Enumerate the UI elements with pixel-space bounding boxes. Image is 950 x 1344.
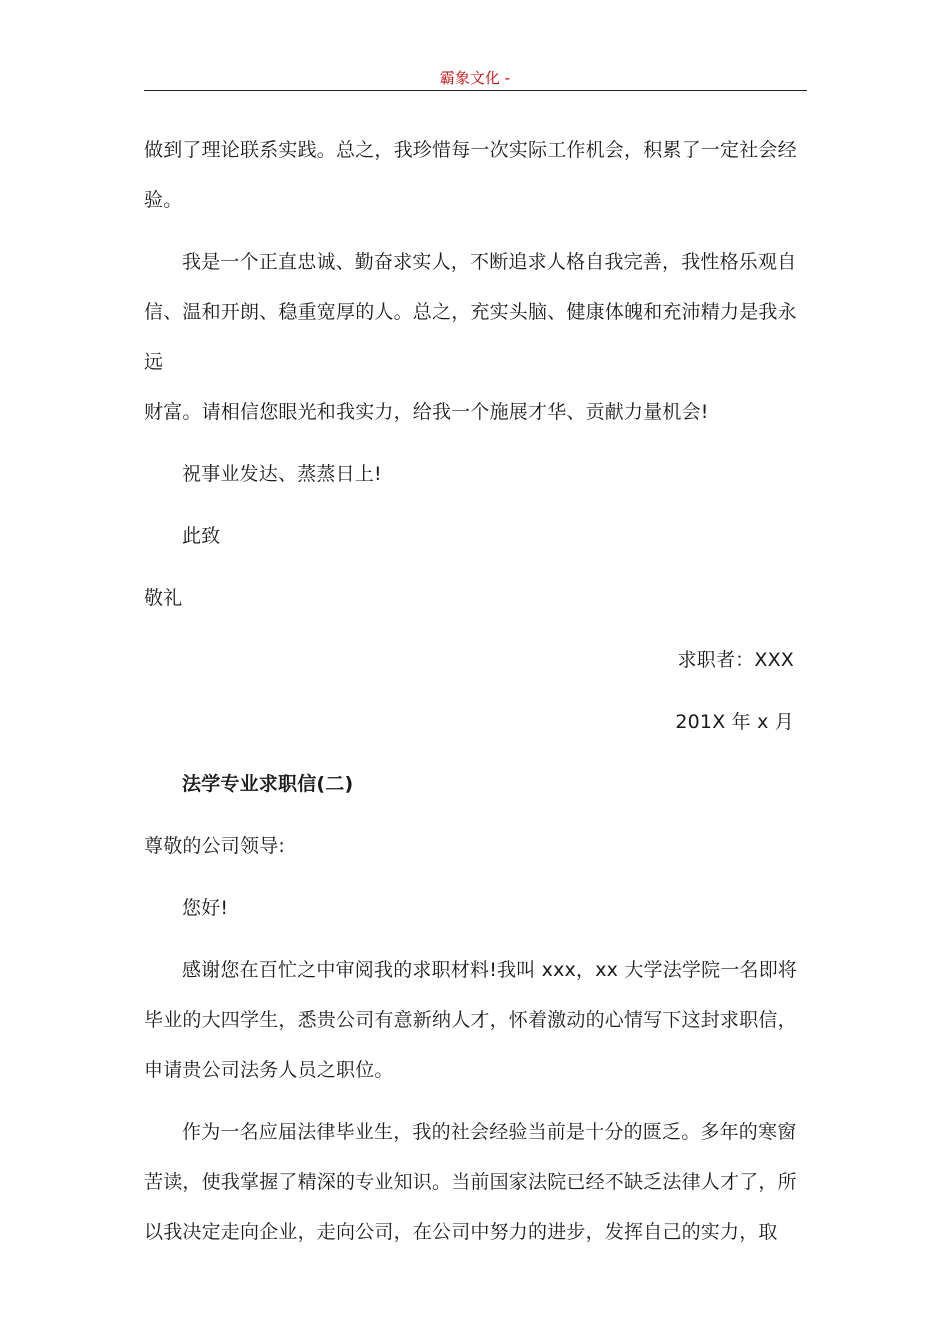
salutation: 尊敬的公司领导: [144,835,286,857]
paragraph-self-description: 我是一个正直忠诚、勤奋求实人，不断追求人格自我完善，我性格乐观自 信、温和开朗、稳重宽厚的人。总之，充实头脑、健康体魄和充沛精力是我永远 财富。请相信您眼光和我实力，给我一个施展才华、贡献力量机会! [144,251,797,423]
greeting: 您好! [182,897,229,919]
paragraph-continuation: 做到了理论联系实践。总之，我珍惜每一次实际工作机会，积累了一定社会经 验。 [144,139,797,211]
paragraph-introduction: 感谢您在百忙之中审阅我的求职材料!我叫 xxx，xx 大学法学院一名即将 毕业的大四学生，悉贵公司有意新纳人才，怀着激动的心情写下这封求职信， 申请贵公司法务人员之职位。 [144,959,798,1081]
page-header-brand: 霸象文化 - [439,69,511,87]
date-line: 201X 年 x 月 [675,711,794,733]
header-divider [144,90,807,91]
closing-jingli: 敬礼 [144,587,183,609]
section-title: 法学专业求职信(二) [182,773,354,795]
closing-cizhi: 此致 [182,525,221,547]
closing-wish: 祝事业发达、蒸蒸日上! [182,463,382,485]
document-body [144,125,804,1269]
signature-line: 求职者：XXX [677,649,794,671]
paragraph-experience: 作为一名应届法律毕业生，我的社会经验当前是十分的匮乏。多年的寒窗 苦读，使我掌握了精深的专业知识。当前国家法院已经不缺乏法律人才了，所 以我决定走向企业，走向公司，在公司中努力的进步，发挥自己的实力，取 [144,1121,797,1243]
